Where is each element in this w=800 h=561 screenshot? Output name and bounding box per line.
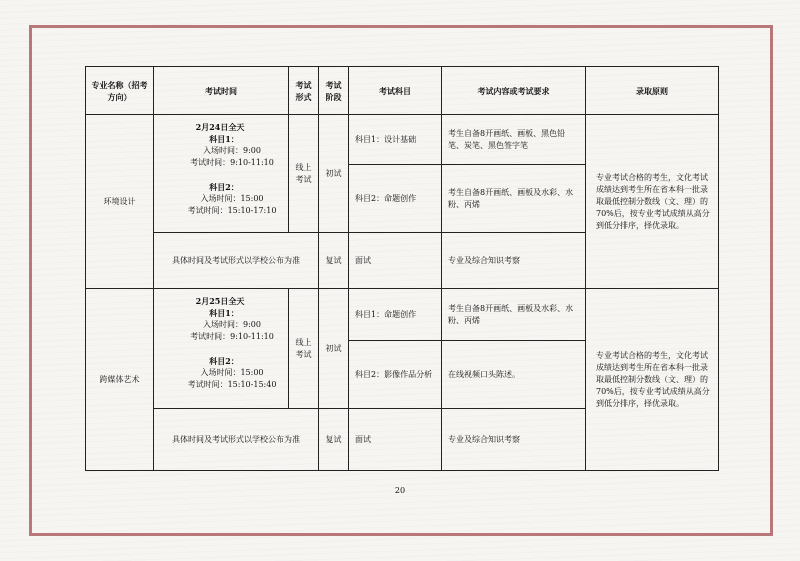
header-content: 考试内容或考试要求 (442, 67, 586, 115)
major-name: 跨媒体艺术 (86, 289, 154, 471)
admission-principle: 专业考试合格的考生，文化考试成绩达到考生所在省本科一批录取最低控制分数线（文、理）的70%后，按专业考试成绩从高分到低分排序，择优录取。 (586, 115, 719, 289)
table-row (86, 115, 719, 165)
subject1-exam-time: 考试时间：9:10-11:10 (190, 158, 274, 167)
exam-subject-1: 科目1：设计基础 (349, 115, 442, 165)
subject2-exam-time: 考试时间：15:10-15:40 (187, 380, 277, 389)
header-time: 考试时间 (154, 67, 289, 115)
exam-time-block (154, 289, 289, 409)
subject2-entry-time: 入场时间：15:00 (200, 368, 264, 377)
page-number: 20 (394, 486, 406, 495)
exam-form: 线上考试 (289, 115, 319, 233)
exam-form: 线上考试 (289, 289, 319, 409)
exam-subject-3: 面试 (349, 233, 442, 289)
exam-requirement-1: 考生自备8开画纸、画板及水彩、水粉、丙烯 (442, 289, 586, 341)
admission-principle: 专业考试合格的考生，文化考试成绩达到考生所在省本科一批录取最低控制分数线（文、理）的70%后，按专业考试成绩从高分到低分排序，择优录取。 (586, 289, 719, 471)
subject2-entry-time: 入场时间：15:00 (200, 194, 264, 203)
exam-requirement-3: 专业及综合知识考察 (442, 233, 586, 289)
header-row (86, 67, 719, 115)
exam-requirement-2: 在线视频口头陈述。 (442, 341, 586, 409)
header-form: 考试形式 (289, 67, 319, 115)
exam-subject-3: 面试 (349, 409, 442, 471)
retest-time-note: 具体时间及考试形式以学校公布为准 (154, 409, 319, 471)
subject2-title: 科目2： (209, 182, 239, 192)
subject1-entry-time: 入场时间：9:00 (203, 146, 261, 155)
subject1-entry-time: 入场时间：9:00 (203, 320, 261, 329)
exam-stage-retest: 复试 (319, 233, 349, 289)
header-subject: 考试科目 (349, 67, 442, 115)
header-major: 专业名称（招考方向） (86, 67, 154, 115)
exam-day: 2月24日全天 (195, 122, 245, 132)
major-name: 环境设计 (86, 115, 154, 289)
subject1-exam-time: 考试时间：9:10-11:10 (190, 332, 274, 341)
subject1-title: 科目1： (209, 134, 239, 144)
exam-time-block (154, 115, 289, 233)
exam-subject-2: 科目2：命题创作 (349, 165, 442, 233)
exam-subject-1: 科目1：命题创作 (349, 289, 442, 341)
table-row (86, 289, 719, 341)
subject2-exam-time: 考试时间：15:10-17:10 (187, 206, 277, 215)
header-principle: 录取原则 (586, 67, 719, 115)
exam-stage-initial: 初试 (319, 289, 349, 409)
exam-subject-2: 科目2：影像作品分析 (349, 341, 442, 409)
exam-requirement-1: 考生自备8开画纸、画板、黑色铅笔、炭笔、黑色签字笔 (442, 115, 586, 165)
retest-time-note: 具体时间及考试形式以学校公布为准 (154, 233, 319, 289)
subject2-title: 科目2： (209, 356, 239, 366)
exam-stage-retest: 复试 (319, 409, 349, 471)
exam-stage-initial: 初试 (319, 115, 349, 233)
exam-requirement-2: 考生自备8开画纸、画板及水彩、水粉、丙烯 (442, 165, 586, 233)
header-stage: 考试阶段 (319, 67, 349, 115)
exam-day: 2月25日全天 (195, 296, 245, 306)
exam-requirement-3: 专业及综合知识考察 (442, 409, 586, 471)
subject1-title: 科目1： (209, 308, 239, 318)
admission-exam-table (85, 66, 719, 471)
